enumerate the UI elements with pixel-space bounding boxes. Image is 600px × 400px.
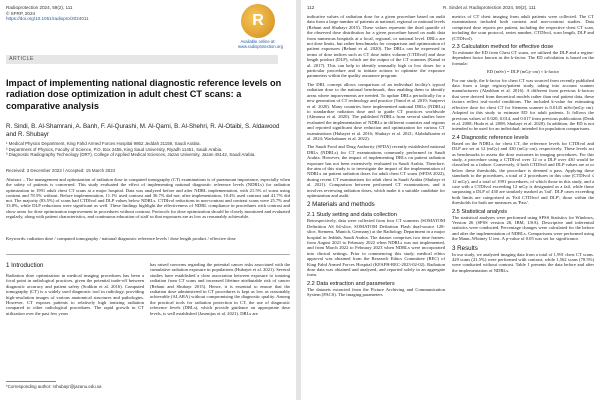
drl-subheading: 2.4 Diagnostic reference levels bbox=[452, 134, 529, 141]
body-paragraph: indicative values of radiation dose for a given procedure based on audit data from a large number of patients at national, regional or national levels (Rehani and Shubayr 2015). These values represent the third quartile of the observed dose distribution for a given procedure based on audit data from numerous hospitals at a local, regional, or national level. DRLs are not dose limits, but rather benchmarks for comparison and optimization of patient exposures (Rehani et al. 2020). The DRLs can be expressed in terms of dose indices such as CT dose index volume (CTDIvol) and dose length product (DLP), which are the output of the CT scanners (Kanal et al. 2017). This can help to identify unusually high or low doses for a particular procedure and to initiate actions to optimize the exposure parameters within the quality assurance program. bbox=[307, 14, 445, 79]
section-divider bbox=[6, 254, 290, 255]
body-paragraph: For our study, the k-factor for chest CT was sourced from recently published data from a large registry/patient study, taking into account scanner manufacturers (Alashban et al. 2016). A different from previous k-factors that were derived from theoretical models rather than real patient data, these factors reflect real-world conditions. The included k-value for estimating effective dose for chest CT for Siemens scanner is 0.0145 mSv/(mGy·cm). Adopted in this study to estimate ED for adult patients. It follows the previous values of 0.020, 0.014, and 0.017 from previous publications (Deak et al. 2008; Huda et al. 2008; Shubayr et al. 2020). In addition, the ED is not intended to be used for an individual; intended for population comparisons. bbox=[452, 77, 594, 132]
body-paragraph: The datasets extracted from the Picture Archiving and Communication System (PACS). The imaging parameters bbox=[307, 286, 445, 298]
affiliation-1: ¹ Medical Physics Department, King Fahd Armed Forces Hospital 9862 Jeddah 21159, Saudi Arabia. bbox=[6, 141, 201, 146]
keywords: Keywords: radiation dose / computed tomography / national diagnostic reference levels / dose length product / effective dose bbox=[6, 236, 236, 241]
affiliation-2: ² Department of Physics, Faculty of Science, P.O. Box 2455, King Saud University, Riyadh 11451, Saudi Arabia. bbox=[6, 146, 223, 152]
journal-logo-icon: R bbox=[241, 4, 275, 38]
received-dates: Received: 3 December 2023 / Accepted: 15 March 2024 bbox=[6, 168, 116, 173]
page-number: 112 bbox=[307, 5, 315, 10]
intro-heading: 1 Introduction bbox=[6, 262, 44, 269]
journal-logo[interactable] bbox=[238, 4, 283, 49]
article-type-label: ARTICLE bbox=[9, 56, 34, 62]
body-paragraph: The Saudi Food and Drug Authority (SFDA) recently established national DRLs (NDRLs) for CT examinations commonly performed in Saudi Arabia. However, the impact of implementing DRLs on patient radiation exposure has not been extensively evaluated in Saudi Arabia. Therefore, the aim of this study is to investigate the impact of the implementation of NDRLs on patient radiation doses for adult chest CT scans (SFDA 2022), during recent CT examinations for adult chest in Saudi Arabia (Shubayr et al. 2021). Comparison between performed CT examinations, and it involves reviewing radiation doses, which make it a suitable candidate for optimization and audit. bbox=[307, 144, 445, 198]
running-head: R. Sindet al. Radioprotection 2024, 59(2), 111 bbox=[443, 5, 536, 10]
results-heading: 3 Results bbox=[452, 244, 478, 252]
doi-link[interactable]: https://doi.org/10.1051/radiopro/2024011 bbox=[6, 16, 89, 22]
left-column-1 bbox=[6, 262, 144, 316]
intro-text-col2: has raised concerns regarding the potential cancer risks associated with the cumulative radiation exposure in populations (Hubayet et al. 2021). Several studies have established a clear association between exposure to ionizing radiation from CT scans and increased lifetime attributable risk of cancer (Rehani and Shubayr 2015). Hence, it is essential to ensure that the radiation dose administered in CT procedures is kept as low as reasonably achievable (ALARA) without compromising the diagnostic quality. Among the practical tools for radiation protection in CT, the use of diagnostic reference levels (DRLs), which provide guidance on appropriate dose levels, is well established (Jasenijus et al. 2021). DRLs are bbox=[150, 262, 290, 316]
calculation-subheading: 2.3 Calculation method for effective dose bbox=[452, 44, 554, 51]
abstract: Abstract – The management and optimization of radiation dose in computed tomography (CT) examinations is of paramount importance, especially when the safety of patients is concerned. This study evaluated the effect of implementing national diagnostic reference levels (NDRLs) for radiation optimization in 1991 adult chest CT scans at a major hospital. Data was analyzed before and after NDRL implementation, with 21.5% of scans using contrast and 78.5% without. Before implementation, 11.1% used contrast and 36.7% did not; after implementation, 10.4% used contrast and 41.7% did not. The majority (83.5%) of scans had CTDIvol and DLP values below NDRLs. CTDIvol reductions in non-contrast and contrast scans were 25.7% and 33.8%, while DLP reductions were significant as well. These findings highlight the effectiveness of NDRL compliance in procedures with contrast and show areas for dose optimization improvement in procedures without contrast. Protocols for dose optimization should be closely monitored and evaluated regularly, along with patient characteristics, and continuous education of staff so that exposures are as low as reasonably achievable. bbox=[6, 177, 290, 220]
footnote-divider bbox=[6, 381, 56, 382]
body-paragraph: To estimate the ED from Chest CT scans, we utilized the DLP and a region-dependent factor known as the k-factor. The ED calculation is based on the formula: bbox=[452, 50, 594, 66]
copyright-line: © SFRP, 2024 bbox=[6, 10, 36, 16]
left-page bbox=[0, 0, 296, 400]
body-paragraph: In our study, we analyzed imaging data from a total of 1,991 chest CT scans. 429 scans (21.5%) were performed with contrast, while 1,562 scans (78.5%) were conducted without contrast. Table 1 presents the data before and after the implementation of NDRLs. bbox=[452, 251, 594, 273]
intro-text-col1: Radiation dose optimization in medical imaging procedures has been a focal point in radiological practices, given the potential trade-off between diagnostic accuracy and patient safety (Sodikin et al. 2016). Computed tomography (CT) is a widely used diagnostic tool in radiology, providing high-resolution images of various anatomical structures and pathologies. However, CT exposes patients to relatively high ionizing radiation compared to other radiological procedures. The rapid growth in CT utilization over the past few years bbox=[6, 273, 144, 316]
affiliation-3: ³ Diagnostic Radiography Technology (DRT), College of Applied Medical Sciences, Jazan University, Jazan 45142, Saudi Arabia. bbox=[6, 152, 256, 158]
affiliations bbox=[6, 141, 290, 158]
body-paragraph: Retrospectively, data were collected from four CT scanners (SOMATOM Definition AS 64-slice, SOMATOM Definition Flash dual-source 128-slice, Siemens, Munich, Germany) at the Radiology Department in a major hospital in Jeddah, Saudi Arabia. The dataset comprises two time frames: from August 2021 to February 2022 when NDRLs was not implemented, and from March 2022 to February 2023 when NDRLs were incorporated into clinical settings. Prior to commencing this study, medical ethics approval was obtained from the Research Ethics Committee (REC) of King Fahd Armed Forces Hospital (KFAFH-REC-2023-02-02). Radiation dose data was obtained and analyzed, and reported solely in an aggregate form. bbox=[307, 218, 445, 278]
corresponding-author-footnote: *Corresponding author: rshubayr@jazanu.edu.sa bbox=[6, 384, 102, 389]
logo-caption: Available online at: www.radioprotection.org bbox=[238, 39, 283, 49]
body-paragraph: Based on the NDRLs for chest CT, the reference levels for CTDIvol and DLP are set at 12 (mGy) and 430 (mGy·cm), respectively. These levels act as benchmarks to assess the dose outcomes in imaging procedures. For this study, a procedure using a CTDIvol over 12 or a DLP over 430 would be classified as a failure. Conversely, if both CTDIvol and DLP values are at or below these thresholds, the procedure is deemed a pass. Applying these standards to the procedures, a total of 2 procedures in this case (CTDIvol ≤ 12 mGy), and a total of 1991 procedures, of which those in this study, and a case with a CTDIvol exceeding 12 mGy is designated as a fail, while those surpassing a DLP of 430 are similarly marked as 'fail'. DLP cases exceeding both limits are categorized as 'Fail CTDIvol and DLP'; those within the thresholds for both are measures as 'Pass'. bbox=[452, 140, 594, 206]
left-column-2 bbox=[150, 262, 290, 316]
statistics-subheading: 2.5 Statistical analysis bbox=[452, 208, 508, 215]
article-type-bar bbox=[6, 55, 278, 64]
study-setting-subheading: 2.1 Study setting and data collection bbox=[307, 212, 397, 219]
effective-dose-formula: ED (mSv) = DLP (mGy·cm) × k-factor bbox=[486, 69, 560, 75]
author-list: R. Sindi, B. Al-Shamrani, A. Banh, F. Al-Qurashi, M. Al-Qarni, B. Al-Shehri, R. Al-Otaibi, S. Aldawood and R. Shubayr bbox=[6, 123, 280, 138]
body-paragraph: metrics of CT chest imaging from adult patients were collected. The CT examinations included both contrast and non-contrast studies. Data comprised dose reports per patient, including the respective chest CT scan, including the scan protocol, series number, CTDIvol, scan length, DLP and (CTDIvol). bbox=[452, 14, 594, 41]
right-page bbox=[301, 0, 600, 400]
right-column-1 bbox=[307, 14, 445, 301]
paper-title: Impact of implementing national diagnostic reference levels on radiation dose optimization in adult chest CT scans: a comparative analysis bbox=[6, 78, 282, 111]
body-paragraph: The statistical analyses were performed using SPSS Statistics for Windows, Version 26 (SPSS version 26, IBM, USA). Descriptive and inferential statistics were conducted. Percentage changes were calculated for the before and after the implementation of NDRLs. Comparisons were performed using the Mann–Whitney U test. A p-value of 0.05 was set for significance. bbox=[452, 214, 594, 242]
journal-line: Radioprotection 2024, 59(2), 111 bbox=[6, 5, 73, 10]
right-column-2 bbox=[452, 14, 594, 276]
data-extraction-subheading: 2.2 Data extraction and parameters bbox=[307, 280, 395, 287]
methods-heading: 2 Materials and methods bbox=[307, 201, 375, 209]
body-paragraph: The DRL concept allows comparison of an individual facility's typical radiation dose to the national benchmark, thus enabling them to identify areas where improvements are needed. To update DRLs periodically for a new generation of CT technology and practice (Vanol et al. 2019; Sanjeevi et al. 2020). Many countries have implemented national DRLs (NDRLs) to standardize radiation dose and to guide CT practices worldwide (Almousa et al. 2020). The published NDRLs from several studies have evaluated the implementation of NDRLs in different countries and regions and reported significant dose reduction and optimization for various CT examinations (Hubayet et al. 2016; Shubayr et al. 2021; Alabdulkarim et al. 2024; Wachabauer et al. 2022). bbox=[307, 81, 445, 141]
journal-header bbox=[6, 5, 89, 22]
